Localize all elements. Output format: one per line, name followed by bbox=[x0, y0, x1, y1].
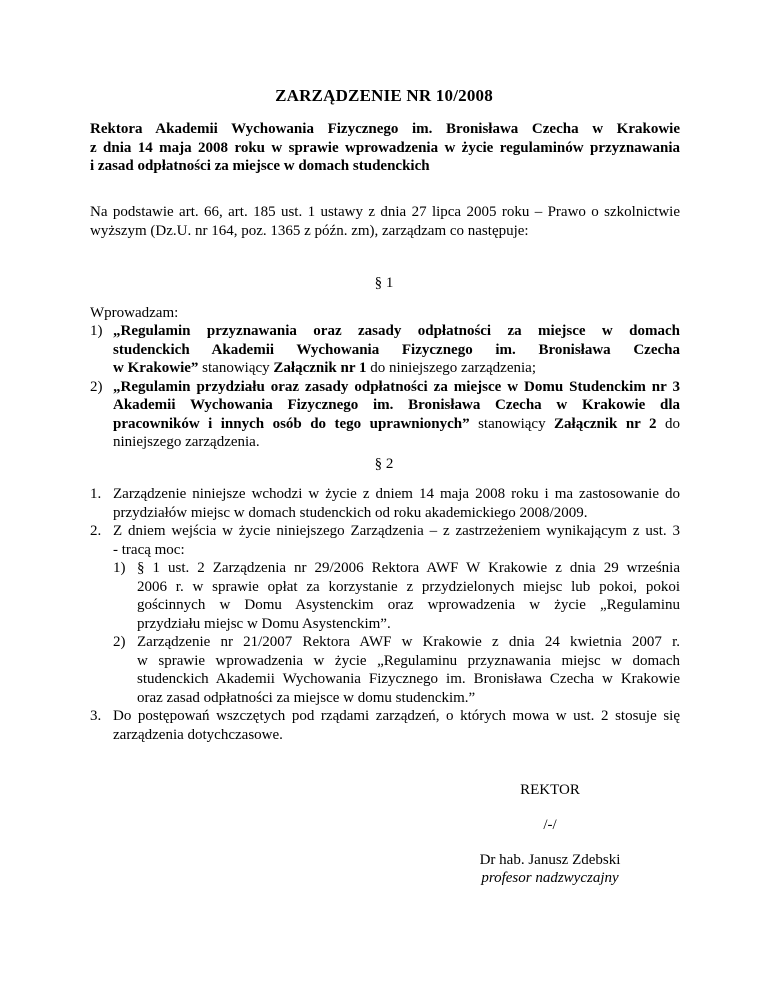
list-item bbox=[90, 707, 680, 744]
list-item bbox=[90, 322, 680, 378]
list-item bbox=[90, 485, 680, 522]
sub-list-item bbox=[90, 633, 680, 707]
section-1-heading: § 1 bbox=[374, 275, 394, 291]
item-line: przydziału miejsc w Domu Asystenckim”. bbox=[137, 615, 391, 632]
item-line: Z dniem wejścia w życie niniejszego Zarządzenia – z zastrzeżeniem wynikającym z ust. 3 bbox=[113, 523, 680, 539]
document-title: ZARZĄDZENIE NR 10/2008 bbox=[275, 86, 493, 105]
signatory-position: profesor nadzwyczajny bbox=[481, 870, 619, 886]
item-line: Zarządzenie nr 21/2007 Rektora AWF w Krakowie z dnia 24 kwietnia 2007 r. bbox=[137, 634, 680, 650]
item-number: 3. bbox=[90, 708, 102, 724]
signature-role: REKTOR bbox=[520, 782, 580, 798]
item-text: stanowiący bbox=[198, 360, 274, 376]
item-number: 1) bbox=[113, 560, 126, 576]
item-line bbox=[113, 415, 680, 434]
subtitle-line: Rektora Akademii Wychowania Fizycznego im. Bronisława Czecha w Krakowie bbox=[90, 121, 680, 137]
subtitle-line: i zasad odpłatności za miejsce w domach studenckich bbox=[90, 158, 430, 174]
item-bold-text: w Krakowie” bbox=[113, 360, 199, 376]
item-number: 1. bbox=[90, 486, 102, 502]
item-line: „Regulamin przydziału oraz zasady odpłatności za miejsce w Domu Studenckim nr 3 bbox=[113, 378, 680, 395]
item-line: gościnnych w Domu Asystenckim oraz wprowadzenia w życie „Regulaminu bbox=[137, 597, 680, 613]
legal-basis bbox=[90, 203, 680, 240]
attachment-ref: Załącznik nr 2 bbox=[554, 415, 657, 432]
section-2-list bbox=[90, 485, 680, 744]
item-bold-text: pracowników i innych osób do tego uprawnionych” bbox=[113, 415, 470, 432]
item-line: - tracą moc: bbox=[113, 541, 185, 558]
attachment-ref: Załącznik nr 1 bbox=[273, 360, 367, 376]
section-1-list bbox=[90, 322, 680, 452]
item-line: „Regulamin przyznawania oraz zasady odpłatności za miejsce w domach bbox=[113, 323, 680, 339]
item-line: studenckich Akademii Wychowania Fizycznego im. Bronisława Czecha bbox=[113, 341, 680, 358]
signature-mark: /-/ bbox=[543, 817, 557, 833]
item-text: do bbox=[656, 415, 680, 432]
list-item bbox=[90, 522, 680, 559]
item-line: § 1 ust. 2 Zarządzenia nr 29/2006 Rektora AWF W Krakowie z dnia 29 września bbox=[137, 560, 680, 576]
section-2-heading: § 2 bbox=[374, 456, 394, 472]
sub-list-item bbox=[90, 559, 680, 633]
document-subtitle bbox=[90, 120, 680, 176]
item-line: niniejszego zarządzenia. bbox=[113, 434, 260, 450]
item-line: Do postępowań wszczętych pod rządami zarządzeń, o których mowa w ust. 2 stosuje się bbox=[113, 708, 680, 724]
item-line: w sprawie wprowadzenia w życie „Regulaminu przyznawania miejsc w domach bbox=[137, 652, 680, 669]
subtitle-line: z dnia 14 maja 2008 roku w sprawie wprowadzenia w życie regulaminów przyznawania bbox=[90, 139, 680, 156]
item-line: studenckich Akademii Wychowania Fizycznego im. Bronisława Czecha w Krakowie bbox=[137, 671, 680, 687]
item-number: 2) bbox=[113, 634, 126, 650]
item-number: 2. bbox=[90, 523, 102, 539]
section-1-intro: Wprowadzam: bbox=[90, 305, 179, 321]
item-line: Akademii Wychowania Fizycznego im. Bronisława Czecha w Krakowie dla bbox=[113, 397, 680, 413]
basis-line: Na podstawie art. 66, art. 185 ust. 1 ustawy z dnia 27 lipca 2005 roku – Prawo o szkolnictwie bbox=[90, 204, 680, 220]
item-line: zarządzenia dotychczasowe. bbox=[113, 726, 283, 743]
item-text: do niniejszego zarządzenia; bbox=[366, 360, 536, 376]
signatory-name: Dr hab. Janusz Zdebski bbox=[479, 852, 621, 868]
item-line: Zarządzenie niniejsze wchodzi w życie z dniem 14 maja 2008 roku i ma zastosowanie do bbox=[113, 486, 680, 502]
item-number: 2) bbox=[90, 378, 103, 395]
basis-line: wyższym (Dz.U. nr 164, poz. 1365 z późn. zm), zarządzam co następuje: bbox=[90, 222, 529, 239]
item-line: oraz zasad odpłatności za miejsce w domu studenckim.” bbox=[137, 689, 476, 706]
list-item bbox=[90, 378, 680, 452]
item-line: 2006 r. w sprawie opłat za korzystanie z przydzielonych miejsc lub pokoi, pokoi bbox=[137, 578, 680, 595]
item-line bbox=[113, 359, 680, 378]
item-text: stanowiący bbox=[469, 415, 555, 432]
item-line: przydziałów miejsc w domach studenckich od roku akademickiego 2008/2009. bbox=[113, 504, 588, 521]
item-number: 1) bbox=[90, 323, 103, 339]
